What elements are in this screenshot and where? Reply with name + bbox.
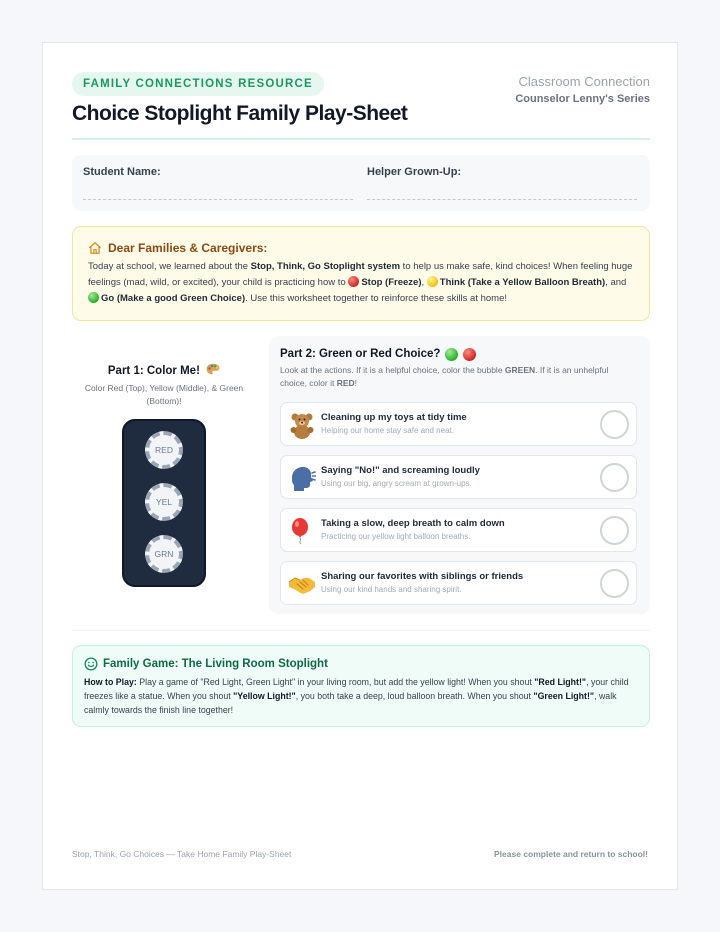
choice-card-sharing [280, 561, 637, 605]
student-name-label: Student Name: [83, 166, 161, 178]
shouting-head-icon [288, 464, 316, 492]
footer-left: Stop, Think, Go Choices — Take Home Family Play-Sheet [72, 849, 292, 859]
header [72, 72, 650, 138]
series-top: Classroom Connection [518, 74, 650, 89]
family-letter [72, 226, 650, 321]
helper-name-line[interactable] [367, 199, 637, 200]
game-heading [84, 656, 638, 672]
yellow-circle-icon [427, 276, 438, 287]
stoplight-system-term: Stop, Think, Go Stoplight system [250, 261, 401, 272]
think-term: Think (Take a Yellow Balloon Breath) [439, 277, 606, 288]
stoplight-drawing [122, 419, 206, 587]
series-bottom: Counselor Lenny's Series [515, 93, 650, 105]
paint-palette-icon [206, 363, 220, 375]
red-bulb[interactable]: RED [145, 431, 183, 469]
go-term: Go (Make a good Green Choice) [101, 293, 246, 304]
student-name-line[interactable] [83, 199, 353, 200]
part2-title: Part 2: Green or Red Choice? [280, 345, 478, 363]
choice-title: Taking a slow, deep breath to calm down [321, 518, 505, 529]
balloon-icon [288, 517, 316, 545]
green-circle-icon [445, 348, 458, 361]
color-bubble[interactable] [600, 516, 629, 545]
choice-card-breath [280, 508, 637, 552]
letter-text: to help us make safe, kind choices! When feeling huge feelings (mad, wild, or excited), your child is practicing how to [88, 261, 633, 288]
part1-title: Part 1: Color Me! [72, 363, 256, 377]
smiley-icon [84, 657, 98, 671]
color-bubble[interactable] [600, 569, 629, 598]
name-fields [72, 155, 650, 211]
choice-subtitle: Practicing our yellow light balloon breaths. [321, 532, 471, 541]
letter-text: Today at school, we learned about the [88, 261, 251, 272]
helper-name-field[interactable] [367, 155, 639, 211]
series-info [515, 74, 650, 105]
yellow-bulb[interactable]: YEL [145, 483, 183, 521]
page-title: Choice Stoplight Family Play-Sheet [72, 102, 408, 125]
play-sheet-page [42, 42, 678, 890]
choice-subtitle: Using our kind hands and sharing spirit. [321, 585, 462, 594]
teddy-bear-icon [288, 411, 316, 439]
stop-term: Stop (Freeze) [361, 277, 422, 288]
game-instructions: How to Play: Play a game of "Red Light, Green Light" in your living room, but add the yellow light! When you shout "Red Light!", your child freezes like a statue. When you shout "Yellow Light!", you both take a deep, loud balloon breath. When you shout "Green Light!", walk calmly towards the finish line together! [84, 677, 629, 715]
home-icon [88, 241, 102, 255]
handshake-icon [288, 570, 316, 598]
letter-heading [88, 240, 634, 256]
student-name-field[interactable] [83, 155, 355, 211]
family-game-box [72, 645, 650, 727]
letter-body [88, 259, 634, 307]
letter-title: Dear Families & Caregivers: [108, 241, 268, 255]
color-bubble[interactable] [600, 410, 629, 439]
choice-subtitle: Helping our home stay safe and neat. [321, 426, 454, 435]
green-circle-icon [88, 292, 99, 303]
footer-right: Please complete and return to school! [494, 849, 648, 859]
choice-subtitle: Using our big, angry scream at grown-ups. [321, 479, 472, 488]
choice-card-tidy [280, 402, 637, 446]
green-bulb[interactable]: GRN [145, 535, 183, 573]
letter-text: . Use this worksheet together to reinforce these skills at home! [245, 293, 508, 304]
part2-choice-section [269, 336, 650, 614]
resource-badge: FAMILY CONNECTIONS RESOURCE [72, 72, 324, 96]
part1-color-section [72, 353, 256, 603]
choice-title: Saying "No!" and screaming loudly [321, 465, 480, 476]
letter-text: , [421, 277, 427, 288]
red-circle-icon [348, 276, 359, 287]
game-title: Family Game: The Living Room Stoplight [103, 658, 328, 670]
header-divider [72, 138, 650, 140]
letter-text: , and [605, 277, 627, 288]
choice-title: Cleaning up my toys at tidy time [321, 412, 467, 423]
helper-name-label: Helper Grown-Up: [367, 166, 462, 178]
section-divider [72, 630, 650, 631]
choice-title: Sharing our favorites with siblings or friends [321, 571, 524, 582]
red-circle-icon [463, 348, 476, 361]
part2-instructions: Look at the actions. If it is a helpful choice, color the bubble GREEN. If it is an unhelpful choice, color it RED! [280, 365, 609, 388]
color-bubble[interactable] [600, 463, 629, 492]
choice-card-screaming [280, 455, 637, 499]
part1-instructions: Color Red (Top), Yellow (Middle), & Green (Bottom)! [84, 383, 244, 406]
